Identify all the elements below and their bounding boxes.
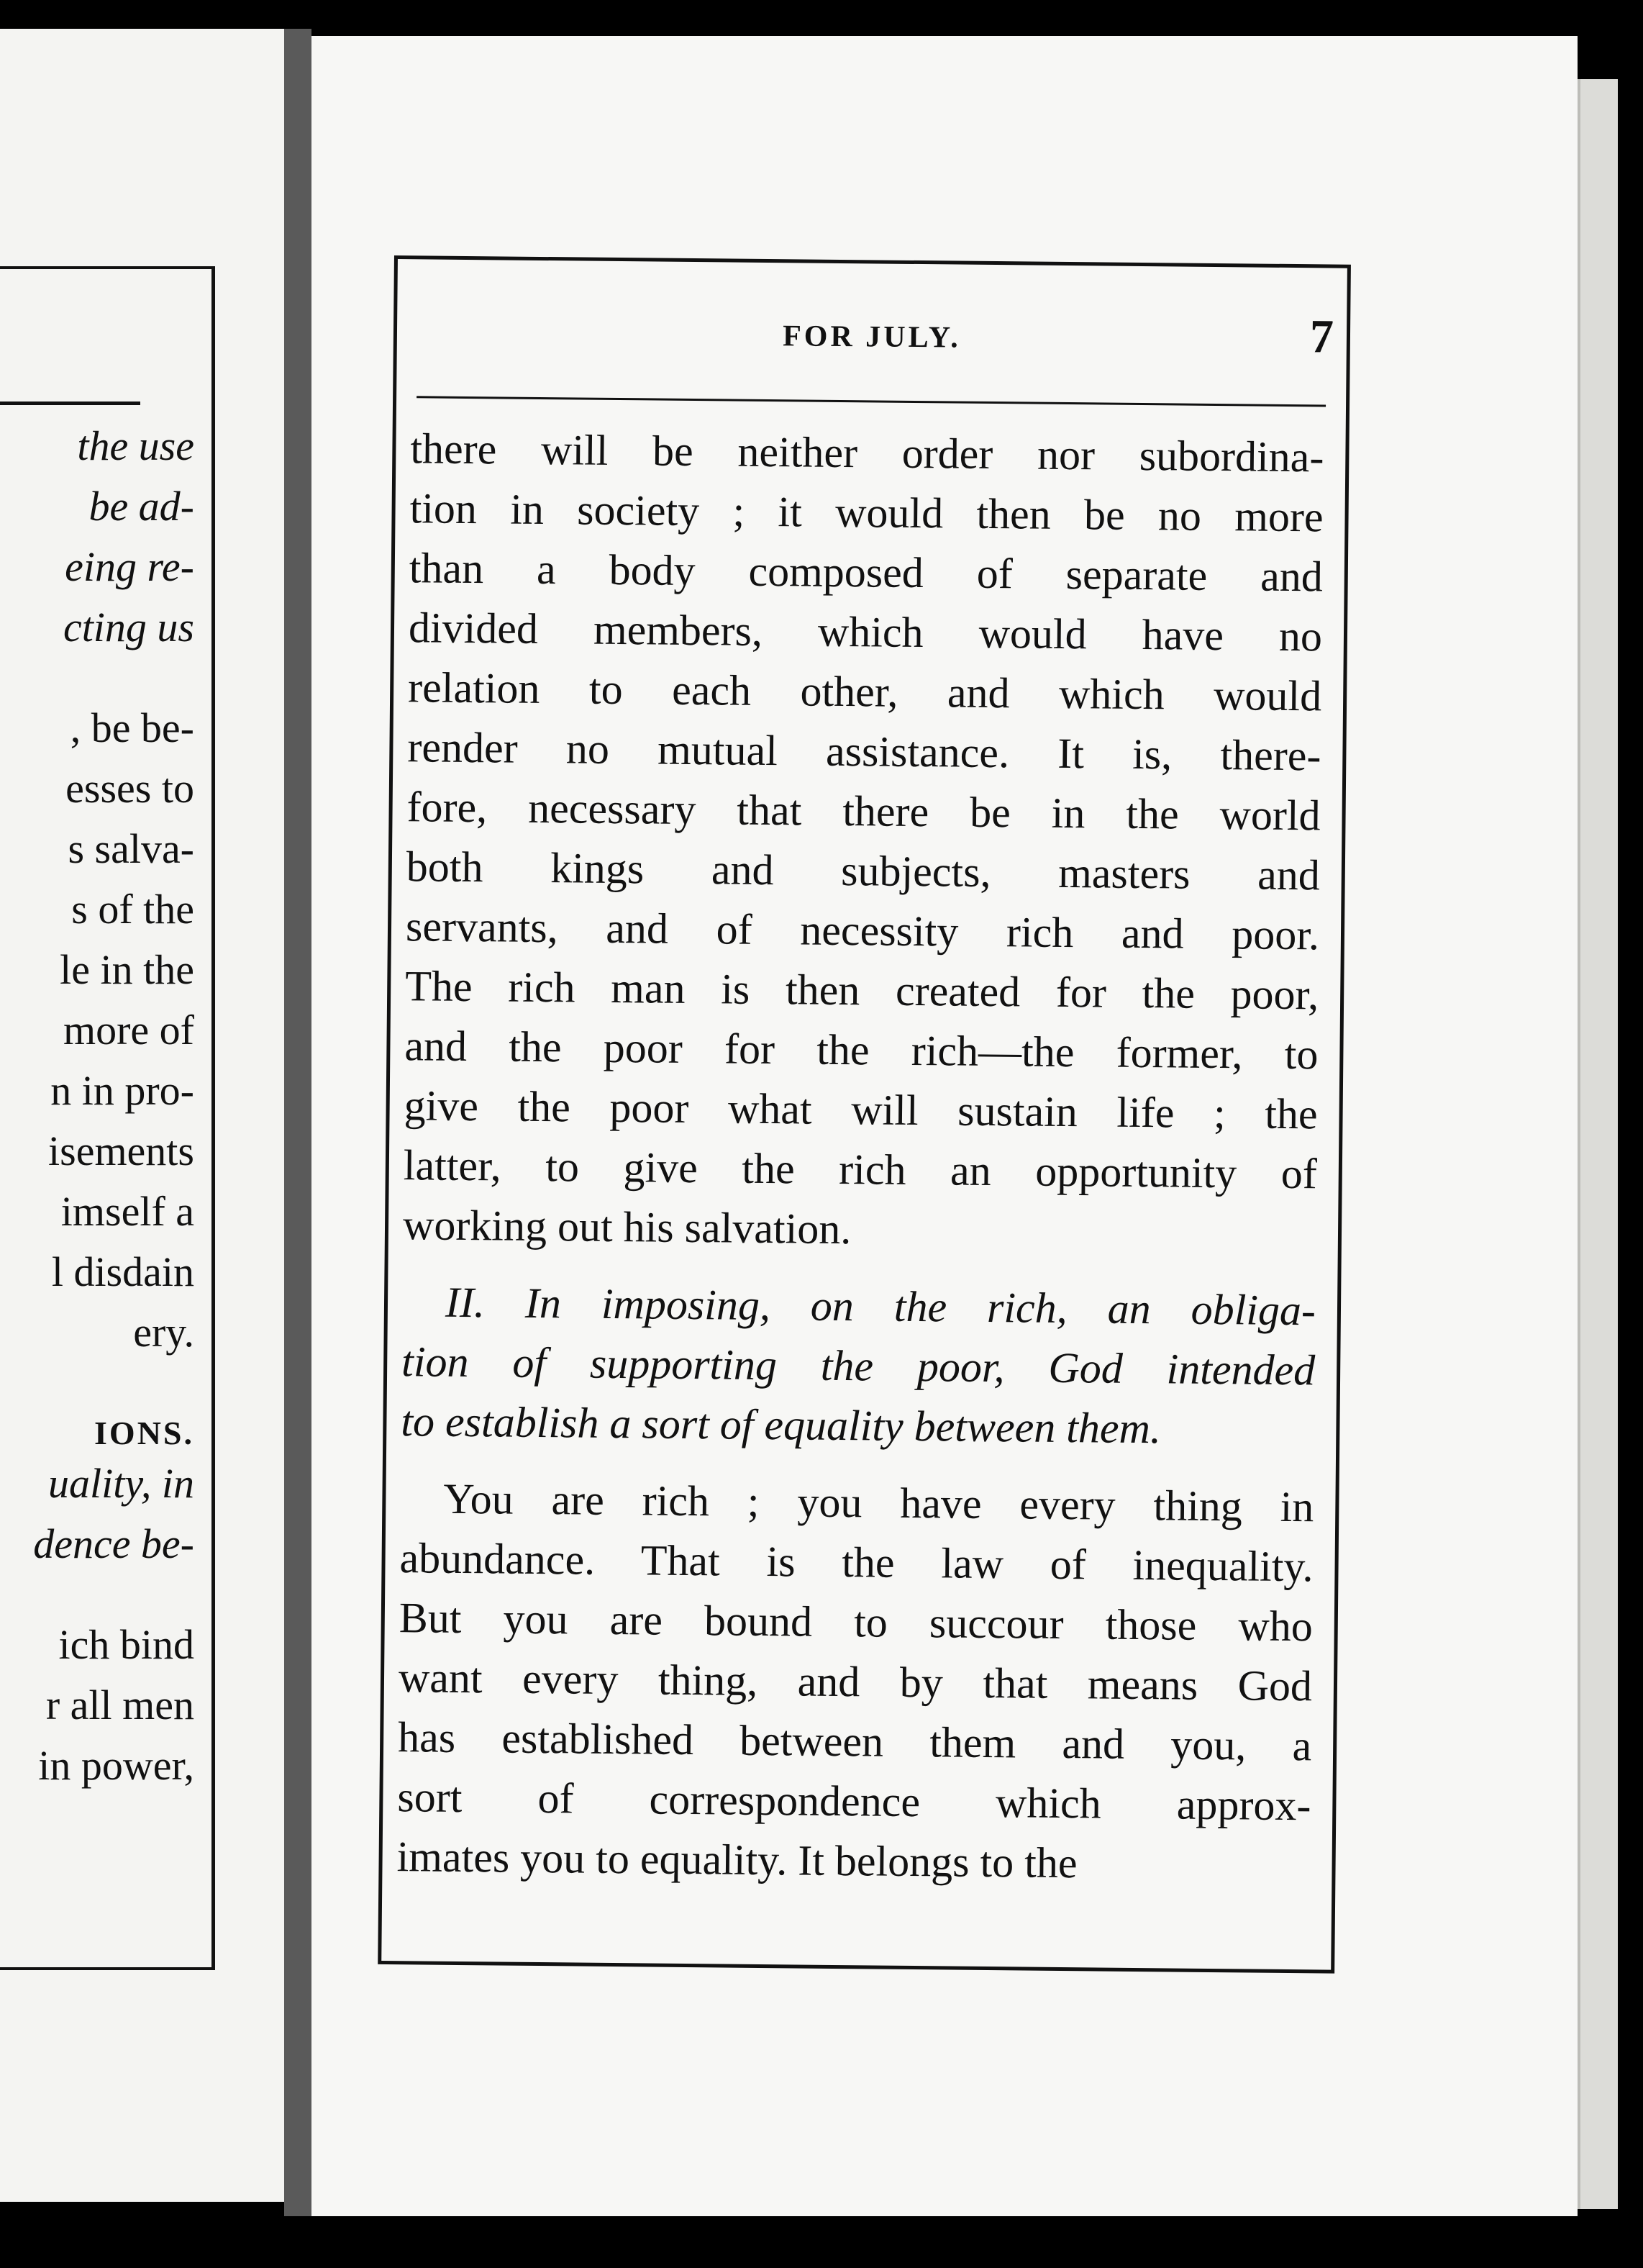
paragraph [401, 1272, 1316, 1460]
text-line: II. In imposing, on the rich, an obliga- [445, 1278, 1316, 1335]
left-page-rule [0, 402, 140, 405]
page-number: 7 [1309, 310, 1334, 363]
left-page-line: dence be- [33, 1520, 194, 1567]
left-page-line: IONS. [94, 1415, 194, 1451]
text-line: give the poor what will sustain life ; the [404, 1081, 1318, 1138]
header-rule [417, 396, 1326, 407]
text-line: there will be neither order nor subordina- [410, 425, 1324, 481]
left-facing-page [0, 29, 288, 2202]
left-page-line: ery. [133, 1309, 194, 1356]
running-head: FOR JULY. [782, 319, 961, 355]
left-page-line: in power, [38, 1742, 194, 1789]
left-page-line: the use [77, 422, 194, 469]
left-page-line: be ad- [88, 483, 194, 530]
text-line: to establish a sort of equality between them. [401, 1397, 1162, 1453]
text-line: has established between them and you, a [397, 1713, 1312, 1770]
paragraph [396, 1469, 1314, 1895]
page-edges [1578, 79, 1618, 2209]
left-page-line: ich bind [58, 1621, 194, 1668]
text-line: than a body composed of separate and [409, 544, 1324, 601]
text-line: tion in society ; it would then be no more [409, 484, 1324, 541]
left-page-line: s of the [71, 886, 194, 933]
left-page-line: s salva- [68, 825, 194, 872]
body-text [396, 419, 1324, 1895]
text-line: sort of correspondence which approx- [397, 1773, 1311, 1830]
text-line: latter, to give the rich an opportunity of [403, 1141, 1318, 1198]
left-page-line: esses to [65, 765, 194, 812]
text-line: render no mutual assistance. It is, there- [407, 723, 1321, 780]
left-page-line: , be be- [70, 704, 194, 751]
text-line: tion of supporting the poor, God intended [401, 1338, 1316, 1394]
left-page-line: uality, in [48, 1460, 194, 1507]
text-line: servants, and of necessity rich and poor. [405, 902, 1320, 959]
text-line: abundance. That is the law of inequality. [399, 1534, 1314, 1591]
left-page-line: le in the [60, 946, 194, 993]
text-line: fore, necessary that there be in the world [406, 783, 1321, 840]
text-line: imates you to equality. It belongs to the [396, 1833, 1078, 1887]
text-line: want every thing, and by that means God [398, 1654, 1313, 1710]
text-line: You are rich ; you have every thing in [443, 1474, 1314, 1531]
text-line: working out his salvation. [402, 1201, 852, 1253]
text-line: But you are bound to succour those who [399, 1594, 1314, 1651]
text-line: and the poor for the rich—the former, to [404, 1022, 1319, 1079]
page-frame [378, 255, 1351, 1974]
left-page-line: imself a [60, 1188, 194, 1235]
text-line: both kings and subjects, masters and [406, 843, 1321, 899]
left-page-line: eing re- [65, 543, 194, 590]
left-page-line: cting us [63, 604, 194, 650]
paragraph [403, 419, 1324, 1264]
text-line: relation to each other, and which would [407, 663, 1322, 720]
left-page-line: more of [63, 1007, 194, 1053]
left-page-line: isements [48, 1128, 194, 1174]
left-page-line: n in pro- [50, 1067, 194, 1114]
left-page-line: r all men [45, 1682, 194, 1728]
text-line: The rich man is then created for the poor, [404, 962, 1319, 1019]
text-line: divided members, which would have no [408, 604, 1323, 661]
left-page-line: l disdain [51, 1248, 194, 1295]
book-gutter [284, 29, 311, 2216]
